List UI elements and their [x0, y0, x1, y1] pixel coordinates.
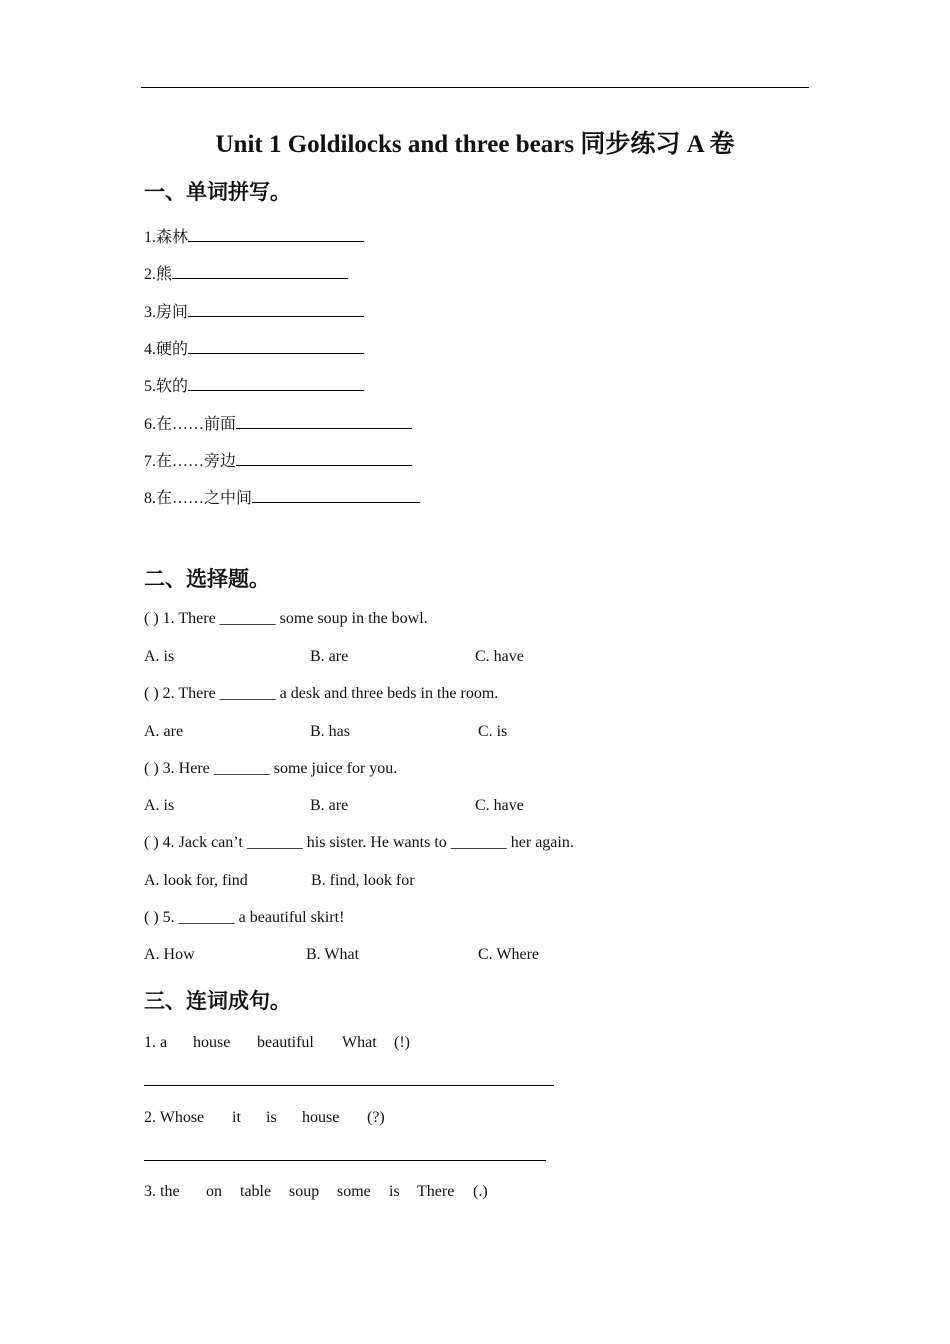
spelling-item: 2.熊 — [144, 261, 348, 284]
spelling-item: 5.软的 — [144, 373, 364, 396]
option-a[interactable]: A. are — [144, 723, 184, 740]
answer-blank[interactable] — [252, 488, 420, 503]
scrambled-word: it — [232, 1109, 241, 1126]
option-a[interactable]: A. look for, find — [144, 872, 248, 889]
answer-blank[interactable] — [188, 302, 364, 317]
answer-blank[interactable] — [172, 264, 348, 279]
option-a[interactable]: A. is — [144, 648, 175, 665]
scrambled-word: table — [240, 1183, 272, 1200]
scrambled-word: some — [337, 1183, 371, 1200]
answer-blank[interactable] — [188, 339, 364, 354]
option-c[interactable]: C. is — [478, 723, 508, 740]
scrambled-word: What — [342, 1034, 377, 1051]
option-a[interactable]: A. How — [144, 946, 195, 963]
scrambled-word: (?) — [367, 1109, 385, 1126]
answer-line[interactable] — [144, 1085, 554, 1086]
section1-heading: 一、单词拼写。 — [144, 180, 291, 204]
option-b[interactable]: B. are — [310, 648, 349, 665]
section2-heading: 二、选择题。 — [144, 567, 270, 591]
scrambled-word: 3. the — [144, 1183, 180, 1200]
scrambled-word: 1. a — [144, 1034, 168, 1051]
answer-blank[interactable] — [236, 451, 412, 466]
option-b[interactable]: B. has — [310, 723, 350, 740]
scrambled-word: (.) — [473, 1183, 488, 1200]
answer-blank[interactable] — [188, 376, 364, 391]
option-c[interactable]: C. Where — [478, 946, 540, 963]
question: ( ) 3. Here _______ some juice for you. — [144, 760, 398, 777]
page-title: Unit 1 Goldilocks and three bears 同步练习 A 卷 — [215, 131, 735, 158]
scrambled-word: (!) — [394, 1034, 410, 1051]
question: ( ) 5. _______ a beautiful skirt! — [144, 909, 345, 926]
scrambled-word: 2. Whose — [144, 1109, 205, 1126]
scrambled-word: There — [417, 1183, 455, 1200]
answer-blank[interactable] — [188, 227, 364, 242]
option-c[interactable]: C. have — [475, 648, 524, 665]
scrambled-word: is — [266, 1109, 277, 1126]
spelling-item: 7.在……旁边 — [144, 448, 412, 471]
scrambled-word: is — [389, 1183, 400, 1200]
question: ( ) 2. There _______ a desk and three beds in the room. — [144, 685, 499, 702]
scrambled-word: beautiful — [257, 1034, 314, 1051]
spelling-item: 3.房间 — [144, 299, 364, 322]
spelling-item: 4.硬的 — [144, 336, 364, 359]
scrambled-word: soup — [289, 1183, 320, 1200]
spelling-item: 8.在……之中间 — [144, 485, 420, 508]
header-rule — [141, 87, 809, 88]
option-b[interactable]: B. What — [306, 946, 360, 963]
option-a[interactable]: A. is — [144, 797, 175, 814]
option-b[interactable]: B. are — [310, 797, 349, 814]
answer-line[interactable] — [144, 1160, 546, 1161]
scrambled-word: house — [302, 1109, 340, 1126]
scrambled-word: house — [193, 1034, 231, 1051]
section3-heading: 三、连词成句。 — [144, 989, 291, 1013]
answer-blank[interactable] — [236, 414, 412, 429]
spelling-item: 1.森林 — [144, 224, 364, 247]
option-b[interactable]: B. find, look for — [311, 872, 415, 889]
question: ( ) 4. Jack can’t _______ his sister. He wants to _______ her again. — [144, 834, 574, 851]
scrambled-word: on — [206, 1183, 222, 1200]
option-c[interactable]: C. have — [475, 797, 524, 814]
spelling-item: 6.在……前面 — [144, 411, 412, 434]
question: ( ) 1. There _______ some soup in the bowl. — [144, 610, 428, 627]
